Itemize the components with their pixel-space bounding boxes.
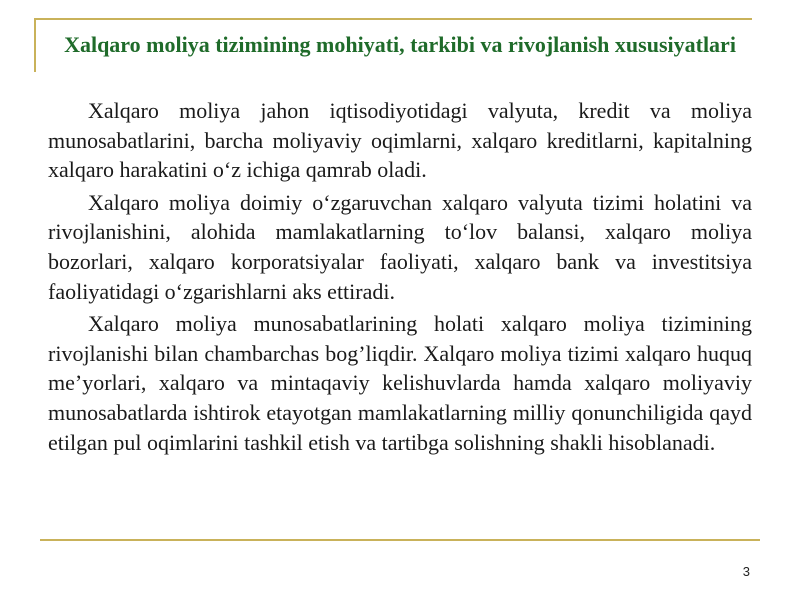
paragraph-2: Xalqaro moliya doimiy o‘zgaruvchan xalqaro valyuta tizimi holatini va rivojlanishini, alohida mamlakatlarning to‘lov balansi, xalqaro moliya bozorlari, xalqaro korporatsiyalar faoliyati, xalqaro bank va investitsiya faoliyatidagi o‘zgarishlarni aks ettiradi. xyxy=(48,189,752,304)
left-accent-bar xyxy=(34,18,36,72)
bottom-divider xyxy=(40,539,760,541)
page-number: 3 xyxy=(742,564,750,579)
top-divider xyxy=(34,18,752,20)
paragraph-1: Xalqaro moliya jahon iqtisodiyotidagi valyuta, kredit va moliya munosabatlarini, barcha moliyaviy oqimlarni, xalqaro kreditlarni, kapitalning xalqaro harakatini o‘z ichiga qamrab oladi. xyxy=(48,98,752,183)
paragraph-3: Xalqaro moliya munosabatlarining holati xalqaro moliya tizimining rivojlanishi bilan chambarchas bog’liqdir. Xalqaro moliya tizimi xalqaro huquq me’yorlari, xalqaro va mintaqaviy kelishuvlarda hamda xalqaro moliyaviy munosabatlarda ishtirok etayotgan mamlakatlarning milliy qonunchiligida qayd etilgan pul oqimlarini tashkil etish va tartibga solishning shakli hisoblanadi. xyxy=(48,311,752,455)
slide-body xyxy=(48,96,752,460)
slide-title: Xalqaro moliya tizimining mohiyati, tarkibi va rivojlanish xususiyatlari xyxy=(64,32,736,57)
